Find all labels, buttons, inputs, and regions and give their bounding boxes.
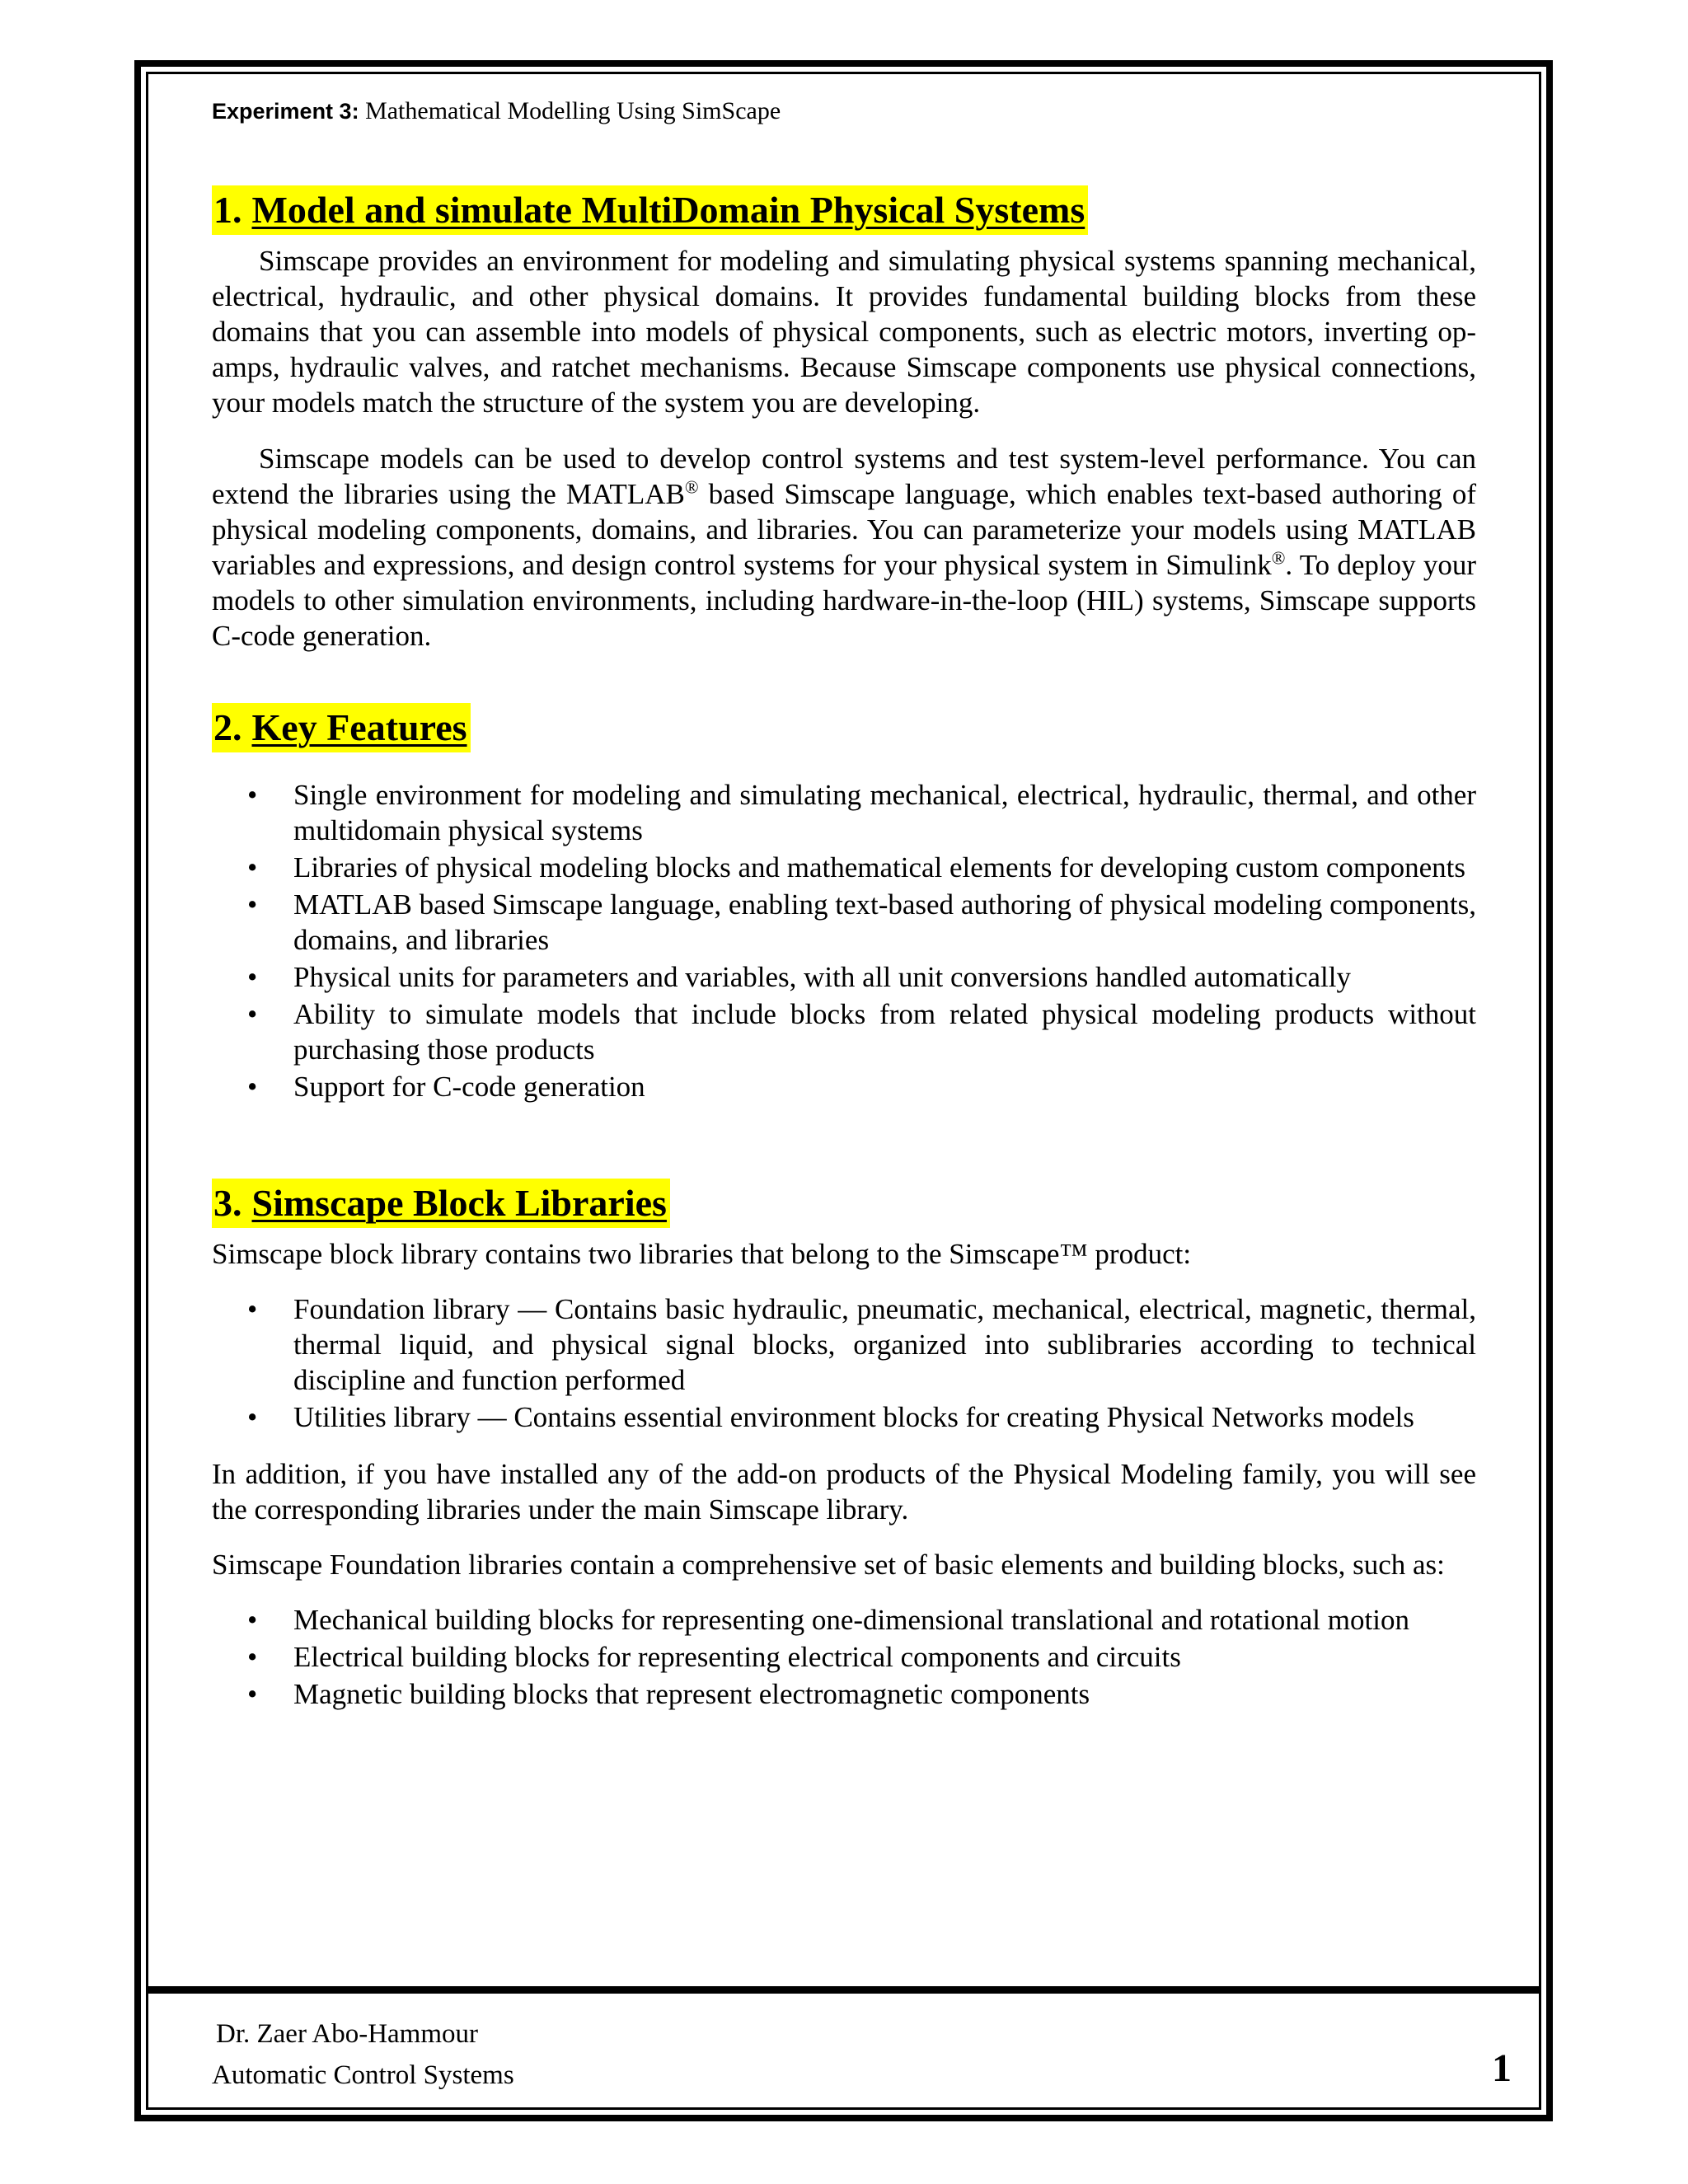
section-1-title: Model and simulate MultiDomain Physical Systems — [251, 189, 1085, 231]
list-item: • Electrical building blocks for representing electrical components and circuits — [293, 1639, 1476, 1675]
section-1-number: 1. — [213, 189, 242, 231]
list-item: • Mechanical building blocks for representing one-dimensional translational and rotational motion — [293, 1602, 1476, 1638]
section-3-foundation-paragraph: Simscape Foundation libraries contain a comprehensive set of basic elements and building blocks, such as: — [212, 1549, 1445, 1581]
section-1-paragraph-2-part-a: Simscape models can be used to develop control systems and test system-level performance. You can extend the libraries using the MATLAB — [212, 443, 1476, 510]
page-header — [212, 95, 781, 128]
page-content — [212, 185, 1476, 1713]
building-blocks-list — [212, 1602, 1476, 1712]
section-3-intro: Simscape block library contains two libraries that belong to the Simscape™ product: — [212, 1238, 1192, 1270]
registered-mark: ® — [684, 476, 699, 498]
list-item: • Libraries of physical modeling blocks and mathematical elements for developing custom components — [293, 850, 1476, 885]
section-1-paragraph-2 — [212, 441, 1476, 654]
section-2-heading — [212, 703, 1476, 752]
experiment-label: Experiment 3: — [212, 99, 359, 124]
section-1-paragraph-2-part-b: based Simscape language, which enables text-based authoring of physical modeling components, domains, and libraries. You can parameterize your models using MATLAB variables and expressions, and design control systems for your physical system in Simulink — [212, 478, 1477, 581]
section-3-number: 3. — [213, 1182, 242, 1224]
section-1-paragraph-2-part-c: . To deploy your models to other simulation environments, including hardware-in-the-loop (HIL) systems, Simscape supports C-code generation. — [212, 549, 1477, 652]
list-item: • Foundation library — Contains basic hydraulic, pneumatic, mechanical, electrical, magnetic, thermal, thermal liquid, and physical signal blocks, organized into sublibraries according to technical discipline and function performed — [293, 1291, 1476, 1398]
page-number: 1 — [1492, 2046, 1512, 2090]
registered-mark: ® — [1271, 547, 1286, 569]
key-features-list — [212, 777, 1476, 1104]
section-3-addon-paragraph: In addition, if you have installed any of the add-on products of the Physical Modeling family, you will see the corresponding libraries under the main Simscape library. — [212, 1458, 1476, 1526]
list-item: • MATLAB based Simscape language, enabling text-based authoring of physical modeling components, domains, and libraries — [293, 887, 1476, 958]
section-3-title: Simscape Block Libraries — [251, 1182, 667, 1224]
list-item: • Single environment for modeling and simulating mechanical, electrical, hydraulic, thermal, and other multidomain physical systems — [293, 777, 1476, 848]
footer-divider — [148, 1986, 1540, 1994]
list-item: • Physical units for parameters and variables, with all unit conversions handled automatically — [293, 959, 1476, 995]
footer-course: Automatic Control Systems — [212, 2060, 514, 2090]
experiment-title: Mathematical Modelling Using SimScape — [365, 97, 781, 124]
section-1-paragraph-1: Simscape provides an environment for modeling and simulating physical systems spanning mechanical, electrical, hydraulic, and other physical domains. It provides fundamental building blocks from these domains that you can assemble into models of physical components, such as electric motors, inverting op-amps, hydraulic valves, and ratchet mechanisms. Because Simscape components use physical connections, your models match the structure of the system you are developing. — [212, 245, 1476, 419]
list-item: • Utilities library — Contains essential environment blocks for creating Physical Networks models — [293, 1399, 1476, 1435]
section-2-number: 2. — [213, 706, 242, 748]
section-1-heading — [212, 185, 1476, 235]
list-item: • Support for C-code generation — [293, 1069, 1476, 1104]
libraries-list — [212, 1291, 1476, 1435]
list-item: • Magnetic building blocks that represent electromagnetic components — [293, 1676, 1476, 1712]
section-3-heading — [212, 1179, 1476, 1228]
section-2-title: Key Features — [251, 706, 467, 748]
list-item: • Ability to simulate models that include blocks from related physical modeling products without purchasing those products — [293, 996, 1476, 1067]
footer-author: Dr. Zaer Abo-Hammour — [216, 2019, 478, 2049]
